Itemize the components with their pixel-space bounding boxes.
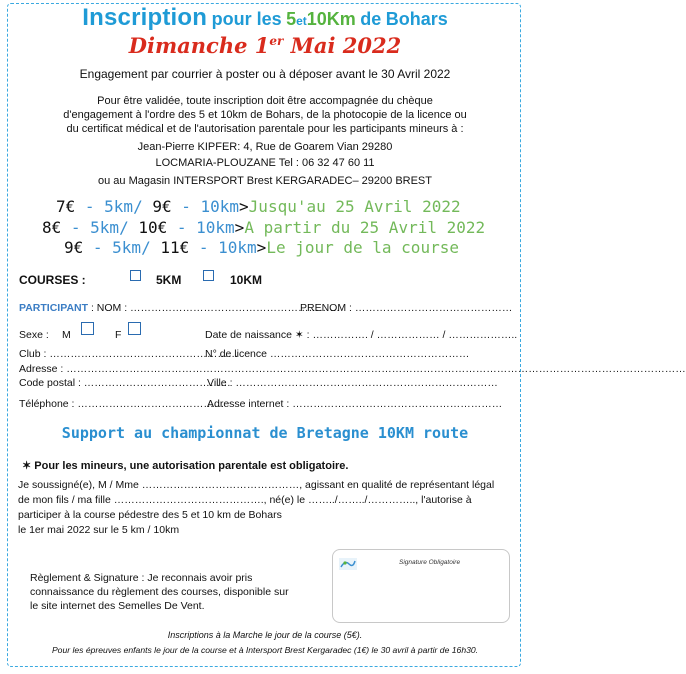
checkbox-sexe-f[interactable] (128, 322, 141, 335)
signature-box[interactable] (332, 549, 510, 623)
price-row-2: 8€ - 5km/ 10€ - 10km>A partir du 25 Avril 2022 (42, 218, 486, 237)
option-5km-label: 5KM (156, 273, 182, 287)
sexe-m-label: M (62, 329, 71, 341)
validity-line-2: d'engagement à l'ordre des 5 et 10km de Bohars, de la photocopie de la licence ou (63, 109, 467, 121)
minors-line-3: participer à la course pédestre des 5 et 10 km de Bohars (18, 509, 282, 521)
minors-line-1: Je soussigné(e), M / Mme ………………………………………, agissant en qualité de représentant légal (18, 479, 495, 491)
club-field[interactable]: Club : ……………………………………………… (19, 348, 239, 360)
minors-line-4: le 1er mai 2022 sur le 5 km / 10km (18, 524, 180, 536)
signature-label: Signature Obligatoire (399, 559, 461, 566)
contact-phone: LOCMARIA-PLOUZANE Tel : 06 32 47 60 11 (155, 157, 375, 169)
participant-row (19, 302, 340, 314)
minors-heading: ✶ Pour les mineurs, une autorisation parentale est obligatoire. (22, 460, 349, 472)
reglement-line-2: connaissance du règlement des courses, disponible sur (30, 586, 289, 598)
participant-label: PARTICIPANT (19, 302, 89, 314)
event-date: Dimanche 1er Mai 2022 (128, 33, 402, 58)
licence-field[interactable]: N° de licence ………………………………………………… (205, 348, 470, 360)
engagement-text: Engagement par courrier à poster ou à déposer avant le 30 Avril 2022 (79, 67, 451, 81)
telephone-field[interactable]: Téléphone : …………………………………… (19, 398, 225, 410)
title-pour-les: pour les (211, 9, 282, 29)
internet-field[interactable]: Adresse internet : …………………………………………………… (207, 398, 503, 410)
price-row-1: 7€ - 5km/ 9€ - 10km>Jusqu'au 25 Avril 2022 (56, 197, 461, 216)
minors-line-2: de mon fils / ma fille ……………………………………., né(e) le ……../……../………….., l'autorise à (18, 494, 472, 506)
postal-field[interactable]: Code postal : …………………………………… (19, 377, 231, 389)
title-10km: 10Km (306, 9, 356, 29)
checkbox-sexe-m[interactable] (81, 322, 94, 335)
title-bohars: Bohars (385, 9, 448, 29)
birthdate-field[interactable]: Date de naissance ✶ : ……………. / ……………… / ……………….. (205, 329, 518, 341)
support-banner: Support au championnat de Bretagne 10KM route (61, 424, 469, 442)
footer-line-2: Pour les épreuves enfants le jour de la course et à Intersport Brest Kergaradec (1€) le 30 avril à partir de 16h30. (51, 645, 479, 655)
checkbox-10km[interactable] (203, 270, 214, 281)
option-10km-label: 10KM (230, 273, 263, 287)
title-et: et (296, 14, 307, 28)
reglement-line-1: Règlement & Signature : Je reconnais avoir pris (30, 572, 253, 584)
title-de: de (360, 9, 382, 29)
footer-line-1: Inscriptions à la Marche le jour de la course (5€). (167, 630, 363, 640)
checkbox-5km[interactable] (130, 270, 141, 281)
price-row-3: 9€ - 5km/ 11€ - 10km>Le jour de la course (64, 238, 459, 257)
nom-field[interactable]: : NOM : …………………………………………………… (90, 302, 341, 314)
adresse-field[interactable]: Adresse : …………………………………………………………………………………………………………………………………………………………… (19, 363, 686, 375)
sexe-label: Sexe : (19, 329, 49, 341)
reglement-line-3: le site internet des Semelles De Vent. (30, 600, 205, 612)
sexe-f-label: F (115, 329, 122, 341)
store-address: ou au Magasin INTERSPORT Brest KERGARADEC– 29200 BREST (97, 175, 432, 187)
validity-line-3: du certificat médical et de l'autorisation parentale pour les participants mineurs à : (66, 123, 464, 135)
prenom-field[interactable]: PRENOM : ……………………………………… (300, 302, 513, 314)
page-title (0, 4, 530, 32)
contact-address: Jean-Pierre KIPFER: 4, Rue de Goarem Vian 29280 (137, 141, 393, 153)
title-5: 5 (286, 9, 297, 29)
courses-label: COURSES : (19, 273, 86, 287)
club-logo-icon (339, 558, 357, 570)
title-inscription: Inscription (82, 4, 208, 31)
ville-field[interactable]: Ville : ………………………………………………………………… (207, 377, 498, 389)
validity-line-1: Pour être validée, toute inscription doit être accompagnée du chèque (97, 95, 433, 107)
